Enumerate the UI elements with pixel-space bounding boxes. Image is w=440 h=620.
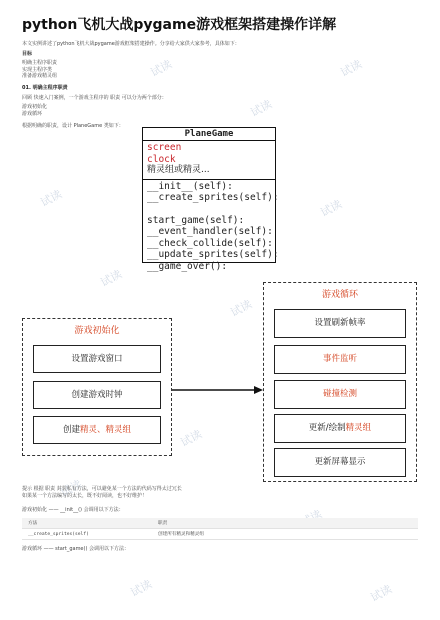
class-attributes [143, 141, 275, 180]
tip-paragraph [22, 486, 182, 500]
table-header-cell: 职责 [152, 518, 418, 529]
table-header-cell: 方法 [22, 518, 152, 529]
method-start-game: start_game(self): [147, 214, 245, 226]
method-create-sprites: __create_sprites(self): [147, 192, 279, 203]
method-check-collide: __check_collide(self): [147, 237, 273, 249]
loop-step [274, 448, 406, 477]
method-table [22, 518, 418, 540]
section-heading: 01. 明确主程序职责 [22, 85, 68, 91]
step-highlight: 碰撞检测 [322, 389, 357, 399]
watermark: 试读 [228, 297, 254, 320]
step-text: 更新屏幕显示 [314, 457, 366, 467]
intro-text: 本文实例讲述了python飞机大战pygame游戏框架搭建操作。分享给大家供大家参考，具体如下： [22, 41, 240, 47]
table-header-row [22, 518, 418, 529]
loop-step [274, 309, 406, 338]
tip-line: 提示 根据 职责 封装私有方法，可以避免某一个方法的代码写得太过冗长 [22, 486, 182, 492]
loop-step [274, 414, 406, 443]
class-diagram [142, 127, 279, 272]
method-game-over: __game_over(): [147, 260, 228, 272]
watermark: 试读 [148, 57, 174, 80]
watermark: 试读 [338, 57, 364, 80]
watermark: 试读 [58, 477, 84, 500]
method-spacer [147, 204, 271, 215]
step-highlight: 精灵、精灵组 [80, 425, 132, 435]
page-title: python飞机大战pygame游戏框架搭建操作详解 [22, 17, 337, 33]
list-item: 游戏初始化 [22, 104, 48, 110]
responsibility-list [22, 104, 47, 117]
watermark: 试读 [318, 197, 344, 220]
step-text: 创建 [62, 425, 80, 435]
method-update-sprites: __update_sprites(self): [147, 249, 279, 260]
watermark: 试读 [248, 97, 274, 120]
init-block [22, 318, 172, 456]
attribute-screen: screen [147, 142, 182, 153]
method-init: __init__(self): [147, 180, 233, 192]
class-methods [143, 180, 279, 274]
table-cell: 创建所有精灵和精灵组 [152, 529, 418, 540]
loop-step [274, 345, 406, 374]
paragraph: 根据明确的职责，设计 PlaneGame 类如下： [22, 123, 124, 129]
goal-item: 明确主程序职责 [22, 60, 58, 66]
table-cell: __create_sprites(self) [22, 529, 152, 540]
flow-arrow [172, 385, 263, 395]
table-row [22, 529, 418, 540]
goal-list [22, 60, 57, 80]
step-highlight: 精灵组 [345, 423, 372, 433]
step-highlight: 事件监听 [322, 354, 357, 364]
goal-heading: 目标 [22, 51, 33, 57]
method-event-handler: __event_handler(self): [147, 226, 273, 237]
step-text: 更新/绘制 [308, 423, 346, 433]
paragraph: 游戏循环 —— start_game() 会调用以下方法： [22, 546, 130, 552]
attribute-clock: clock [147, 153, 176, 165]
watermark: 试读 [368, 582, 394, 605]
watermark: 试读 [98, 267, 124, 290]
init-step [33, 381, 161, 409]
init-title: 游戏初始化 [74, 326, 120, 336]
step-text: 创建游戏时钟 [71, 390, 123, 400]
watermark: 试读 [128, 577, 154, 600]
loop-block [263, 282, 417, 482]
goal-item: 准备游戏精灵组 [22, 73, 58, 79]
tip-line: 如果某一个方法编写的太长，既不好阅读，也不好维护！ [22, 493, 148, 499]
goal-item: 实现主程序类 [22, 66, 53, 73]
loop-step [274, 380, 406, 409]
attribute-sprites: 精灵组或精灵... [147, 165, 210, 175]
paragraph: 回顾 快速入门案例，一个游戏主程序的 职责 可以分为两个部分： [22, 95, 167, 101]
list-item: 游戏循环 [22, 110, 43, 117]
watermark: 试读 [178, 427, 204, 450]
init-step [33, 345, 161, 373]
step-text: 设置游戏窗口 [71, 354, 123, 364]
watermark: 试读 [38, 187, 64, 210]
step-text: 设置刷新帧率 [314, 318, 366, 328]
loop-title: 游戏循环 [321, 290, 358, 300]
init-step [33, 416, 161, 444]
paragraph: 游戏初始化 —— __init__() 会调用以下方法： [22, 507, 124, 513]
class-name: PlaneGame [143, 128, 275, 141]
